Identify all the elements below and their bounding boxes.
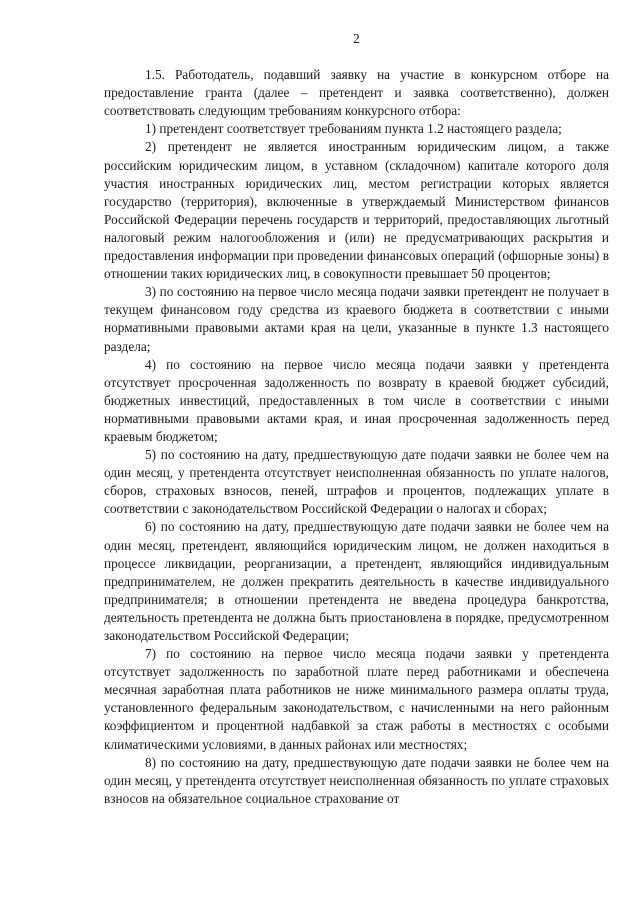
page-number: 2 <box>353 31 360 46</box>
paragraph-item-5: 5) по состоянию на дату, предшествующую дате подачи заявки не более чем на один месяц, у претендента отсутствует неисполненная обязанность по уплате налогов, сборов, страховых взносов, пеней, штрафов и процентов, подлежащих уплате в соответствии с законодательством Российской Федерации о налогах и сборах; <box>104 447 609 517</box>
paragraph-item-7: 7) по состоянию на первое число месяца подачи заявки у претендента отсутствует задолженность по заработной плате перед работниками и обеспечена месячная заработная плата работников не ниже минимального размера оплаты труда, установленного федеральным законодательством, с начисленными на него районным коэффициентом и процентной надбавкой за стаж работы в местностях с особыми климатическими условиями, в данных районах или местностях; <box>104 646 609 752</box>
paragraph-item-3: 3) по состоянию на первое число месяца подачи заявки претендент не получает в текущем финансовом году средства из краевого бюджета в соответствии с иными нормативными правовыми актами края на цели, указанные в пункте 1.3 настоящего раздела; <box>104 284 609 354</box>
paragraph-item-4: 4) по состоянию на первое число месяца подачи заявки у претендента отсутствует просроченная задолженность по возврату в краевой бюджет субсидий, бюджетных инвестиций, предоставленных в том числе в соответствии с иными нормативными правовыми актами края, и иная просроченная задолженность перед краевым бюджетом; <box>104 356 609 444</box>
paragraph-item-6: 6) по состоянию на дату, предшествующую дате подачи заявки не более чем на один месяц, претендент, являющийся юридическим лицом, не должен находиться в процессе ликвидации, реорганизации, а претендент, являющийся индивидуальным предпринимателем, не должен прекратить деятельность в качестве индивидуального предпринимателя; в отношении претендента не введена процедура банкротства, деятельность претендента не должна быть приостановлена в порядке, предусмотренном законодательством Российской Федерации; <box>104 519 609 643</box>
paragraph-item-8: 8) по состоянию на дату, предшествующую дате подачи заявки не более чем на один месяц, у претендента отсутствует неисполненная обязанность по уплате страховых взносов на обязательное социальное страхование от <box>104 754 609 806</box>
paragraph-1-5: 1.5. Работодатель, подавший заявку на участие в конкурсном отборе на предоставление гранта (далее – претендент и заявка соответственно), должен соответствовать следующим требованиям конкурсного отбора: <box>104 67 609 119</box>
paragraph-item-2: 2) претендент не является иностранным юридическим лицом, а также российским юридическим лицом, в уставном (складочном) капитале которого доля участия иностранных юридических лиц, местом регистрации которых является государство (территория), включенные в утверждаемый Министерством финансов Российской Федерации перечень государств и территорий, предоставляющих льготный налоговый режим налогообложения и (или) не предусматривающих раскрытия и предоставления информации при проведении финансовых операций (офшорные зоны) в отношении таких юридических лиц, в совокупности превышает 50 процентов; <box>104 139 609 282</box>
paragraph-item-1: 1) претендент соответствует требованиям пункта 1.2 настоящего раздела; <box>145 121 562 137</box>
document-page <box>104 30 609 808</box>
